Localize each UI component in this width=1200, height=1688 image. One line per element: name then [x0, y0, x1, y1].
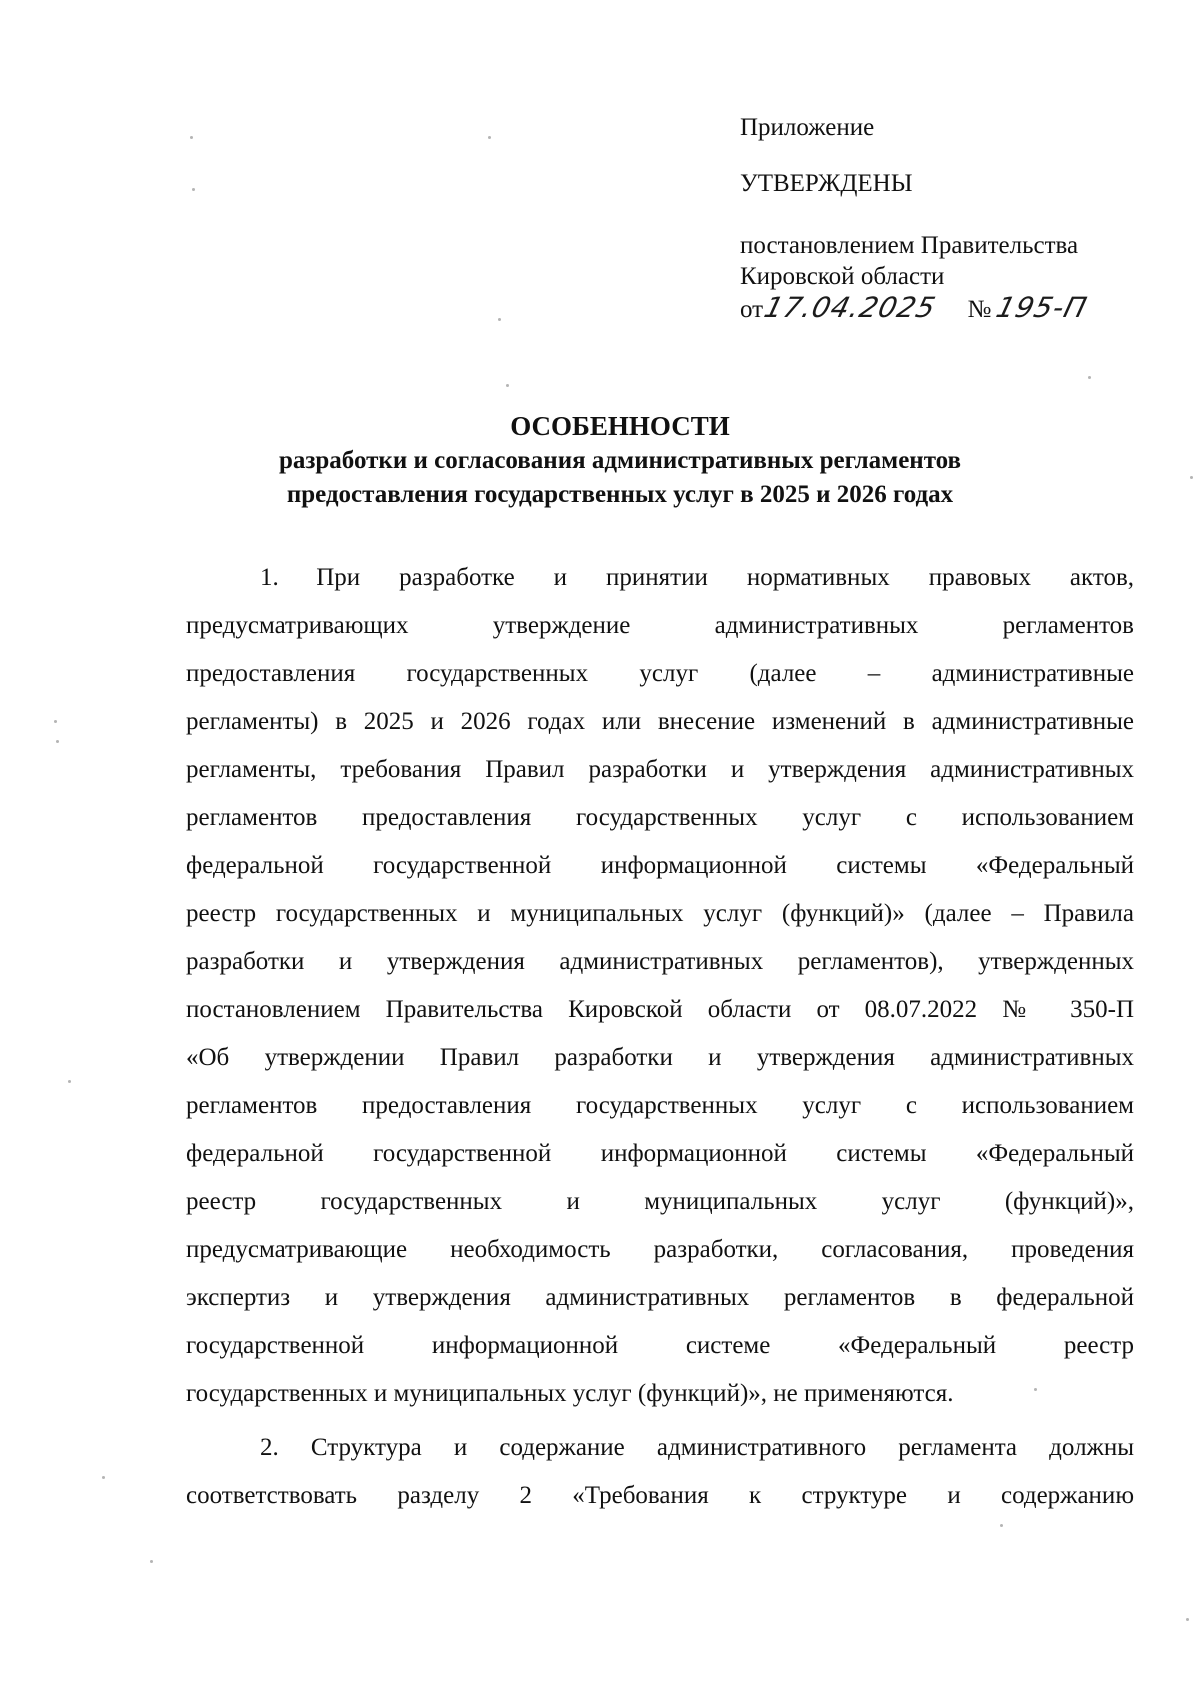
scan-speck [498, 318, 501, 321]
scan-speck [506, 384, 509, 387]
paragraph-1-line: 1. При разработке и принятии нормативных правовых актов, [260, 564, 1134, 591]
number-prefix: № [967, 296, 992, 323]
scan-speck [1088, 376, 1091, 379]
paragraph-1-line: экспертиз и утверждения административных регламентов в федеральной [186, 1284, 1134, 1311]
paragraph-1-line: государственных и муниципальных услуг (функций)», не применяются. [186, 1380, 954, 1407]
paragraph-1-line: реестр государственных и муниципальных услуг (функций)», [186, 1188, 1134, 1215]
paragraph-2-line: соответствовать разделу 2 «Требования к структуре и содержанию [186, 1482, 1134, 1509]
scan-speck [488, 136, 491, 139]
scan-speck [56, 740, 59, 743]
appendix-label: Приложение [740, 114, 875, 141]
approval-date-number [740, 292, 1160, 325]
approved-label: УТВЕРЖДЕНЫ [740, 170, 913, 197]
paragraph-1-line: федеральной государственной информационной системы «Федеральный [186, 852, 1134, 879]
scan-speck [1000, 1524, 1003, 1527]
scan-speck [192, 188, 195, 191]
document-title [180, 408, 1060, 512]
paragraph-1-line: предоставления государственных услуг (далее – административные [186, 660, 1134, 687]
paragraph-1-line: реестр государственных и муниципальных услуг (функций)» (далее – Правила [186, 900, 1134, 927]
scan-speck [54, 720, 57, 723]
paragraph-1-line: регламентов предоставления государственных услуг с использованием [186, 804, 1134, 831]
approval-block [740, 112, 1160, 325]
paragraph-1-line: разработки и утверждения административных регламентов), утвержденных [186, 948, 1134, 975]
approved-by-line: постановлением Правительства [740, 232, 1079, 259]
paragraph-1-line: государственной информационной системе «Федеральный реестр [186, 1332, 1134, 1359]
paragraph-2-line: 2. Структура и содержание административного регламента должны [260, 1434, 1134, 1461]
handwritten-date: 17.04.2025 [760, 291, 940, 324]
paragraph-1-line: предусматривающих утверждение административных регламентов [186, 612, 1134, 639]
date-prefix: от [740, 296, 764, 323]
approved-by-region: Кировской области [740, 263, 945, 290]
scan-speck [102, 1476, 105, 1479]
handwritten-number: 195-П [993, 291, 1092, 324]
title-line-3: предоставления государственных услуг в 2025 и 2026 годах [286, 481, 954, 508]
paragraph-1-line: федеральной государственной информационной системы «Федеральный [186, 1140, 1134, 1167]
title-heading: ОСОБЕННОСТИ [510, 411, 730, 441]
scan-speck [150, 1560, 153, 1563]
paragraph-1-line: постановлением Правительства Кировской области от 08.07.2022 № 350-П [186, 996, 1134, 1023]
scan-speck [1190, 476, 1193, 479]
scan-speck [68, 1080, 71, 1083]
scan-speck [1186, 1618, 1189, 1621]
paragraph-1-line: «Об утверждении Правил разработки и утверждения административных [186, 1044, 1134, 1071]
paragraph-1-line: предусматривающие необходимость разработки, согласования, проведения [186, 1236, 1134, 1263]
paragraph-1-line: регламенты) в 2025 и 2026 годах или внесение изменений в административные [186, 708, 1134, 735]
title-line-2: разработки и согласования административных регламентов [278, 447, 962, 474]
scan-speck [190, 136, 193, 139]
paragraph-1-line: регламентов предоставления государственных услуг с использованием [186, 1092, 1134, 1119]
document-body [186, 558, 1134, 1524]
paragraph-1-line: регламенты, требования Правил разработки и утверждения административных [186, 756, 1134, 783]
